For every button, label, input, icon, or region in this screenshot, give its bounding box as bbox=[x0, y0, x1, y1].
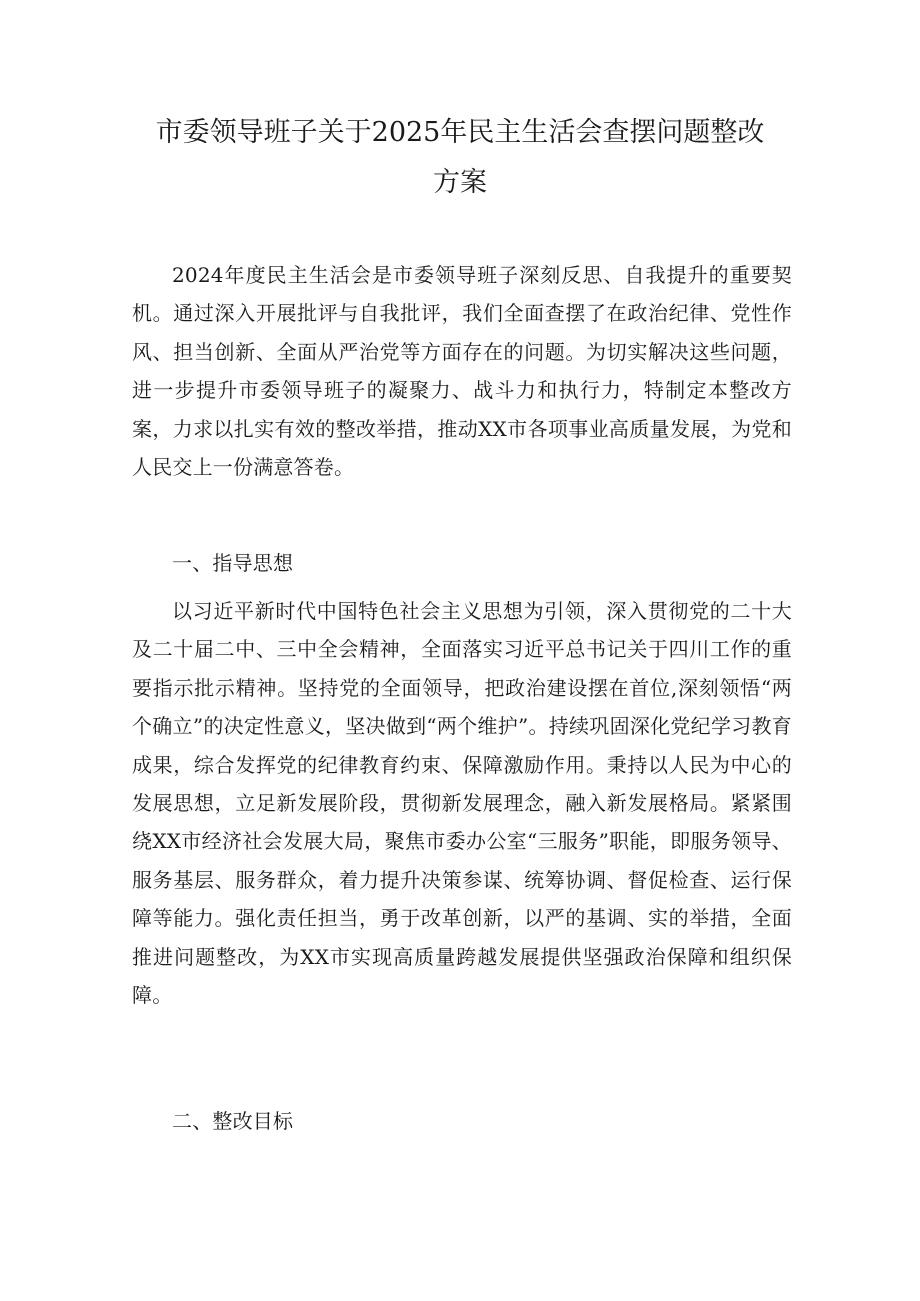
document-title-line-1: 市委领导班子关于2025年民主生活会查摆问题整改 bbox=[155, 117, 765, 148]
section-heading-rectification-goals: 二、整改目标 bbox=[172, 1109, 294, 1133]
section-heading-guiding-ideology: 一、指导思想 bbox=[172, 551, 294, 575]
intro-paragraph: 2024年度民主生活会是市委领导班子深刻反思、自我提升的重要契机。通过深入开展批评与自我批评，我们全面查摆了在政治纪律、党性作风、担当创新、全面从严治党等方面存在的问题。为切实解决这些问题，进一步提升市委领导班子的凝聚力、战斗力和执行力，特制定本整改方案，力求以扎实有效的整改举措，推动XX市各项事业高质量发展，为党和人民交上一份满意答卷。 bbox=[132, 263, 792, 480]
guiding-ideology-paragraph: 以习近平新时代中国特色社会主义思想为引领，深入贯彻党的二十大及二十届二中、三中全会精神，全面落实习近平总书记关于四川工作的重要指示批示精神。坚持党的全面领导，把政治建设摆在首位,深刻领悟“两个确立”的决定性意义，坚决做到“两个维护”。持续巩固深化党纪学习教育成果，综合发挥党的纪律教育约束、保障激励作用。秉持以人民为中心的发展思想，立足新发展阶段，贯彻新发展理念，融入新发展格局。紧紧围绕XX市经济社会发展大局，聚焦市委办公室“三服务”职能，即服务领导、服务基层、服务群众，着力提升决策参谋、统筹协调、督促检查、运行保障等能力。强化责任担当，勇于改革创新，以严的基调、实的举措，全面推进问题整改，为XX市实现高质量跨越发展提供坚强政治保障和组织保障。 bbox=[132, 599, 792, 1008]
document-title-line-2: 方案 bbox=[433, 167, 487, 198]
